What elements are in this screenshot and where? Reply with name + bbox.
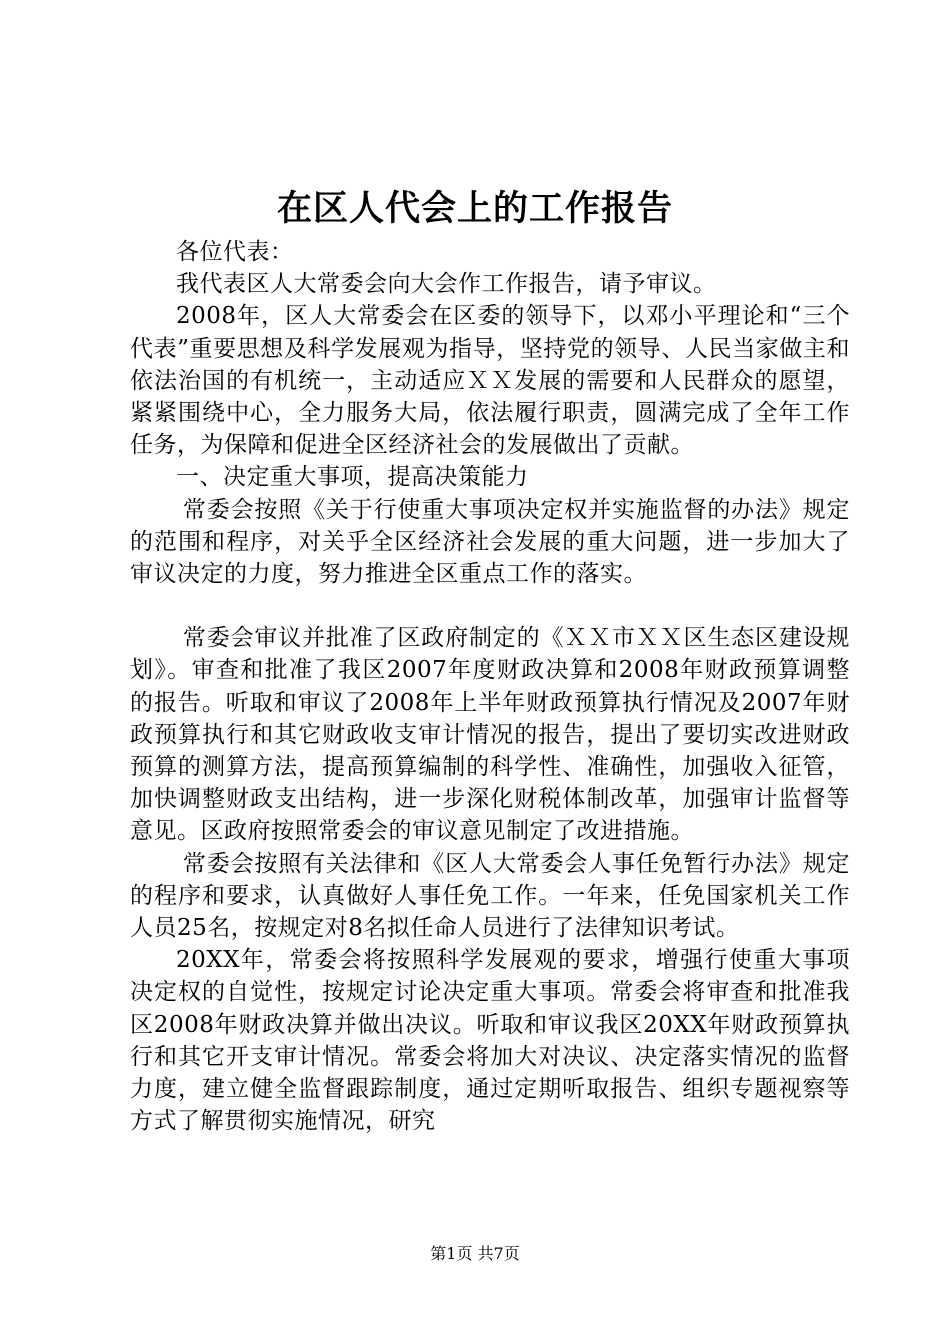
paragraph-spacer bbox=[130, 590, 850, 622]
body-paragraph: 常委会审议并批准了区政府制定的《ＸＸ市ＸＸ区生态区建设规划》。审查和批准了我区2007年度财政决算和2008年财政预算调整的报告。听取和审议了2008年上半年财政预算执行情况及2007年财政预算执行和其它财政收支审计情况的报告，提出了要切实改进财政预算的测算方法，提高预算编制的科学性、准确性，加强收入征管，加快调整财政支出结构，进一步深化财税体制改革，加强审计监督等意见。区政府按照常委会的审议意见制定了改进措施。 bbox=[130, 625, 850, 845]
body-paragraph: 常委会按照《关于行使重大事项决定权并实施监督的办法》规定的范围和程序，对关乎全区经济社会发展的重大问题，进一步加大了审议决定的力度，努力推进全区重点工作的落实。 bbox=[130, 496, 850, 588]
intro-paragraph: 我代表区人大常委会向大会作工作报告，请予审议。 bbox=[176, 271, 717, 298]
body-paragraph: 20XX年，常委会将按照科学发展观的要求，增强行使重大事项决定权的自觉性，按规定讨论决定重大事项。常委会将审查和批准我区2008年财政决算并做出决议。听取和审议我区20XX年财政预算执行和其它开支审计情况。常委会将加大对决议、决定落实情况的监督力度，建立健全监督跟踪制度，通过定期听取报告、组织专题视察等方式了解贯彻实施情况，研究 bbox=[130, 947, 850, 1135]
body-paragraph: 常委会按照有关法律和《区人大常委会人事任免暂行办法》规定的程序和要求，认真做好人事任免工作。一年来，任免国家机关工作人员25名，按规定对8名拟任命人员进行了法律知识考试。 bbox=[130, 850, 850, 942]
document-title: 在区人代会上的工作报告 bbox=[276, 188, 673, 229]
section-heading: 一、决定重大事项，提高决策能力 bbox=[176, 464, 529, 491]
page-footer: 第1页 共7页 bbox=[430, 1244, 520, 1263]
document-body bbox=[130, 236, 850, 1137]
salutation-paragraph: 各位代表： bbox=[176, 239, 294, 265]
overview-paragraph: 2008年，区人大常委会在区委的领导下，以邓小平理论和“三个代表”重要思想及科学发展观为指导，坚持党的领导、人民当家做主和依法治国的有机统一，主动适应ＸＸ发展的需要和人民群众的愿望，紧紧围绕中心，全力服务大局，依法履行职责，圆满完成了全年工作任务，为保障和促进全区经济社会的发展做出了贡献。 bbox=[130, 303, 850, 459]
